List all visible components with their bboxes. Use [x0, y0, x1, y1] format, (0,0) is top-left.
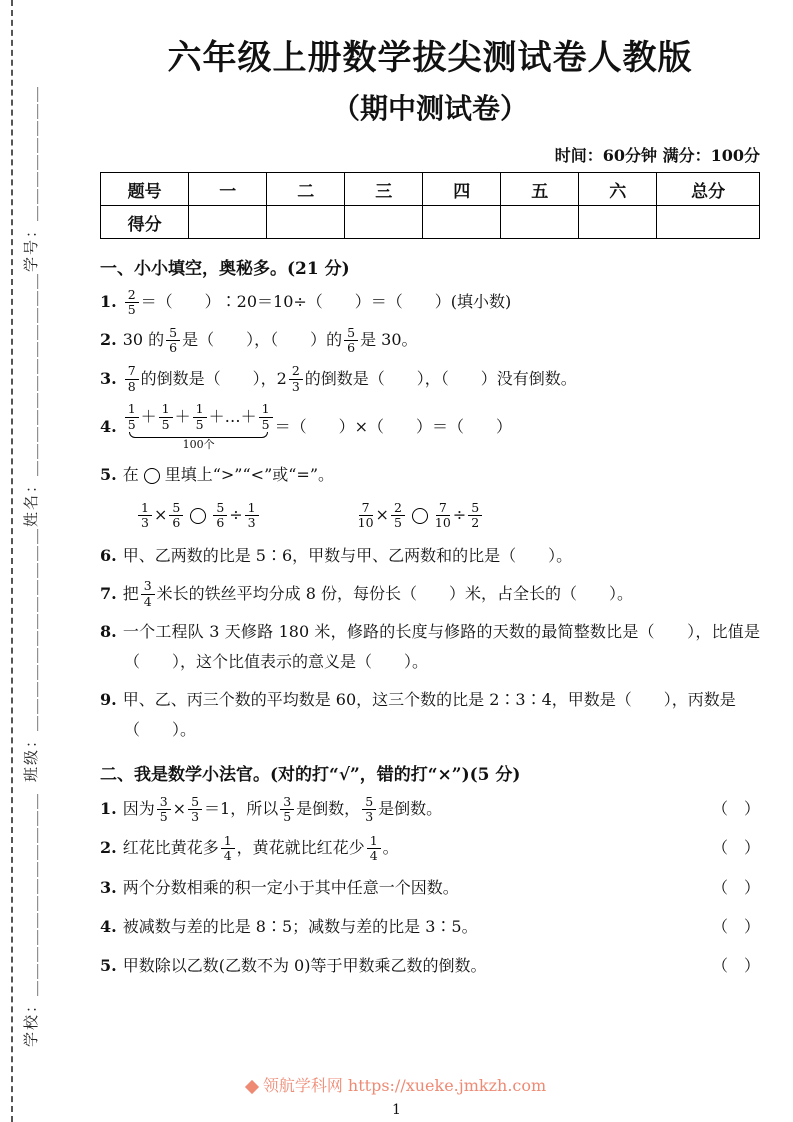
fraction: $\frac{1}{4}$ — [221, 834, 235, 864]
question-body: 两个分数相乘的积一定小于其中任意一个因数。 — [122, 877, 459, 897]
score-table-cell — [657, 206, 760, 239]
fill-question-6 — [100, 541, 760, 571]
question-text — [100, 833, 704, 863]
margin-field-student-id: 学号：＿＿＿＿＿＿＿＿ — [22, 84, 40, 272]
judge-question-3 — [100, 873, 760, 903]
question-number: 1. — [100, 798, 117, 818]
fraction: $\frac{1}{3}$ — [138, 501, 152, 531]
question-text: $\frac{1}{5}$ ＋ $\frac{1}{5}$ ＋ $\frac{1}{5}$ ＋…＋ $\frac{1}{5}$ 100个 ＝（ ）×（ ）＝（ ） — [123, 417, 512, 436]
judge-question-2 — [100, 833, 760, 863]
margin-field-school: 学校：＿＿＿＿＿＿＿＿＿＿＿＿ — [22, 791, 40, 1047]
question-number: 2. — [100, 330, 117, 350]
underbrace-group: $\frac{1}{5}$ ＋ $\frac{1}{5}$ ＋ $\frac{1}{5}$ ＋…＋ $\frac{1}{5}$ 100个 — [123, 402, 275, 452]
answer-circle — [412, 508, 428, 524]
score-table — [100, 172, 760, 239]
judge-question-4 — [100, 912, 760, 942]
question-body: 红花比黄花多 $\frac{1}{4}$ ，黄花就比红花少 $\frac{1}{4}$ 。 — [122, 832, 399, 864]
fraction: $\frac{5}{3}$ — [362, 795, 376, 825]
fraction: $\frac{5}{2}$ — [468, 501, 482, 531]
fraction: $\frac{1}{5}$ — [125, 402, 139, 432]
fraction: $\frac{7}{10}$ — [357, 499, 374, 531]
site-logo-icon — [245, 1079, 259, 1093]
answer-bracket: （ ） — [711, 798, 760, 818]
question-text: 把 $\frac{3}{4}$ 米长的铁丝平均分成 8 份，每份长（ ）米，占全长的（ ）。 — [122, 578, 634, 609]
answer-circle — [190, 508, 206, 524]
question-text: $\frac{2}{5}$ ＝（ ）∶20＝10÷（ ）＝（ ）(填小数) — [123, 292, 512, 311]
fill-question-9 — [100, 685, 760, 745]
time-score-info: 时间：60分钟 满分：100分 — [554, 146, 760, 165]
page-title: 六年级上册数学拔尖测试卷人教版 — [167, 38, 693, 78]
score-table-cell: 题号 — [101, 173, 189, 206]
question-text — [100, 873, 704, 903]
fraction: $\frac{5}{6}$ — [169, 501, 183, 531]
fill-question-5 — [100, 460, 760, 490]
fill-question-4 — [100, 402, 760, 452]
score-table-cell: 二 — [267, 173, 345, 206]
question-text — [100, 794, 704, 824]
score-table-cell: 六 — [579, 173, 657, 206]
fill-question-3 — [100, 364, 760, 394]
fill-question-8 — [100, 617, 760, 677]
question-text: 30 的 $\frac{5}{6}$ 是（ ），（ ）的 $\frac{5}{6}$ 是 30。 — [122, 325, 418, 356]
score-table-cell: 四 — [423, 173, 501, 206]
fraction: $\frac{5}{6}$ — [213, 501, 227, 531]
score-table-score-row — [101, 206, 760, 239]
question-text: 甲、乙两数的比是 5∶6，甲数与甲、乙两数和的比是（ ）。 — [122, 545, 573, 565]
cut-dashed-line — [11, 0, 13, 1122]
question-text: 在 里填上“>”“<”或“=”。 — [122, 465, 335, 485]
answer-bracket: （ ） — [711, 916, 760, 936]
score-table-cell — [189, 206, 267, 239]
compare-expressions-row — [136, 500, 760, 530]
score-table-header-row — [101, 173, 760, 206]
question-number: 4. — [100, 916, 117, 936]
fraction: $\frac{1}{3}$ — [245, 501, 259, 531]
fill-question-1 — [100, 287, 760, 317]
question-number: 2. — [100, 838, 117, 858]
question-number: 9. — [100, 689, 117, 709]
answer-bracket: （ ） — [711, 838, 760, 858]
section1-title: 一、小小填空，奥秘多。(21 分) — [100, 259, 350, 279]
fraction: $\frac{2}{5}$ — [391, 501, 405, 531]
fraction: $\frac{7}{8}$ — [125, 364, 139, 394]
question-number: 1. — [100, 292, 117, 311]
answer-bracket: （ ） — [711, 877, 760, 897]
question-body: 被减数与差的比是 8∶5；减数与差的比是 3∶5。 — [122, 916, 478, 936]
compare-expression-right: $\frac{7}{10}$ × $\frac{2}{5}$ $\frac{7}{10}$ ÷ $\frac{5}{2}$ — [356, 500, 485, 530]
site-footer — [0, 1073, 793, 1096]
score-table-cell: 得分 — [101, 206, 189, 239]
question-number: 7. — [100, 583, 117, 603]
page-number: 1 — [392, 1102, 401, 1118]
question-number: 3. — [100, 877, 117, 897]
score-table-cell: 五 — [501, 173, 579, 206]
section2-title: 二、我是数学小法官。(对的打“√”，错的打“×”)(5 分) — [100, 764, 521, 785]
score-table-cell — [501, 206, 579, 239]
question-number: 8. — [100, 621, 117, 641]
score-table-cell: 三 — [345, 173, 423, 206]
fraction: $\frac{3}{4}$ — [141, 579, 155, 609]
question-text: $\frac{7}{8}$ 的倒数是（ ），2 $\frac{2}{3}$ 的倒数是（ ），（ ）没有倒数。 — [123, 369, 577, 388]
fraction: $\frac{3}{5}$ — [280, 795, 294, 825]
question-text — [100, 912, 704, 942]
question-text: 甲、乙、丙三个数的平均数是 60，这三个数的比是 2∶3∶4，甲数是（ ），丙数是（ ）。 — [122, 689, 736, 739]
question-number: 4. — [100, 416, 117, 436]
page-subtitle: （期中测试卷） — [331, 92, 528, 125]
score-table-cell: 一 — [189, 173, 267, 206]
score-table-cell — [267, 206, 345, 239]
fraction: $\frac{5}{6}$ — [344, 326, 358, 356]
fraction: $\frac{1}{4}$ — [367, 834, 381, 864]
answer-bracket: （ ） — [711, 955, 760, 975]
paper-content — [100, 0, 760, 990]
fraction: $\frac{2}{5}$ — [125, 288, 139, 318]
question-body: 因为 $\frac{3}{5}$ × $\frac{5}{3}$ ＝1，所以 $\frac{3}{5}$ 是倒数， $\frac{5}{3}$ 是倒数。 — [122, 793, 443, 824]
question-number: 5. — [100, 955, 117, 975]
fraction: $\frac{1}{5}$ — [259, 402, 273, 432]
question-text: 一个工程队 3 天修路 180 米，修路的长度与修路的天数的最简整数比是（ ），比值是（ ），这个比值表示的意义是（ ）。 — [122, 621, 760, 671]
fraction: $\frac{1}{5}$ — [193, 402, 207, 432]
score-table-cell: 总分 — [657, 173, 760, 206]
fraction: $\frac{7}{10}$ — [434, 499, 451, 531]
question-text — [100, 951, 704, 981]
fraction: $\frac{2}{3}$ — [289, 364, 303, 394]
fraction: $\frac{5}{6}$ — [166, 326, 180, 356]
fraction: $\frac{1}{5}$ — [159, 402, 173, 432]
answer-circle — [144, 468, 160, 484]
footer-text: 领航学科网 https://xueke.jmkzh.com — [262, 1076, 547, 1095]
score-table-cell — [423, 206, 501, 239]
question-number: 5. — [100, 465, 117, 485]
margin-field-name: 姓名：＿＿＿＿＿＿＿＿＿＿＿＿ — [22, 271, 40, 527]
judge-question-5 — [100, 951, 760, 981]
question-number: 3. — [100, 368, 117, 388]
score-table-cell — [579, 206, 657, 239]
fill-question-2 — [100, 325, 760, 355]
fill-question-7 — [100, 579, 760, 609]
margin-field-class: 班级：＿＿＿＿＿＿＿＿＿＿＿＿ — [22, 526, 40, 782]
question-body: 甲数除以乙数(乙数不为 0)等于甲数乘乙数的倒数。 — [122, 955, 487, 975]
score-table-cell — [345, 206, 423, 239]
judge-question-1 — [100, 794, 760, 824]
compare-expression-left: $\frac{1}{3}$ × $\frac{5}{6}$ $\frac{5}{6}$ ÷ $\frac{1}{3}$ — [136, 500, 261, 530]
fraction: $\frac{5}{3}$ — [188, 795, 202, 825]
fraction: $\frac{3}{5}$ — [157, 795, 171, 825]
question-number: 6. — [100, 545, 117, 565]
